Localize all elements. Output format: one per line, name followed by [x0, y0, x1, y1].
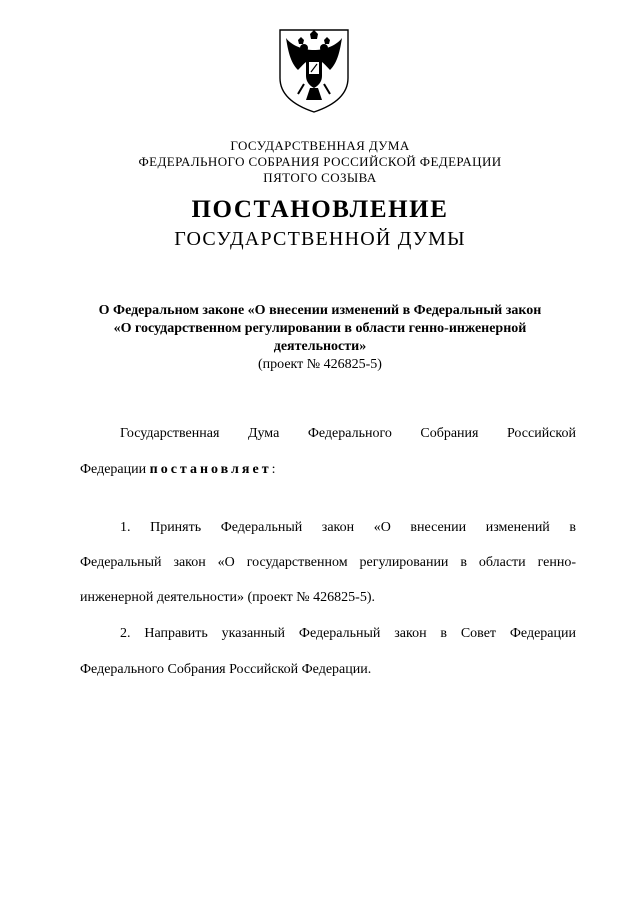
intro-text: Федерации: [80, 462, 150, 477]
document-title: ПОСТАНОВЛЕНИЕ: [191, 196, 449, 223]
item-1-line-1: 1. Принять Федеральный закон «О внесении изменений в: [120, 520, 576, 535]
item-1-line-3: инженерной деятельности» (проект № 426825-5).: [80, 590, 375, 605]
document-subtitle: ГОСУДАРСТВЕННОЙ ДУМЫ: [174, 228, 466, 250]
item-2-line-1: 2. Направить указанный Федеральный закон в Совет Федерации: [120, 626, 576, 641]
header-federal-assembly: ФЕДЕРАЛЬНОГО СОБРАНИЯ РОССИЙСКОЙ ФЕДЕРАЦИИ: [138, 154, 502, 169]
intro-colon: :: [271, 462, 276, 477]
header-duma: ГОСУДАРСТВЕННАЯ ДУМА: [230, 138, 410, 153]
subject-line-3: деятельности»: [273, 339, 367, 354]
subject-line-1: О Федеральном законе «О внесении изменений в Федеральный закон: [98, 303, 542, 318]
header-convocation: ПЯТОГО СОЗЫВА: [263, 170, 377, 185]
subject-line-2: «О государственном регулировании в области генно-инженерной: [113, 321, 527, 336]
coat-of-arms-icon: [276, 26, 352, 114]
project-number: (проект № 426825-5): [258, 357, 382, 372]
item-2-line-2: Федерального Собрания Российской Федерации.: [80, 662, 372, 677]
resolves-word: постановляет: [149, 462, 272, 477]
intro-line-1: Государственная Дума Федерального Собрания Российской: [120, 426, 576, 441]
item-1-line-2: Федеральный закон «О государственном регулировании в области генно-: [80, 555, 576, 570]
intro-line-2: [80, 462, 576, 478]
